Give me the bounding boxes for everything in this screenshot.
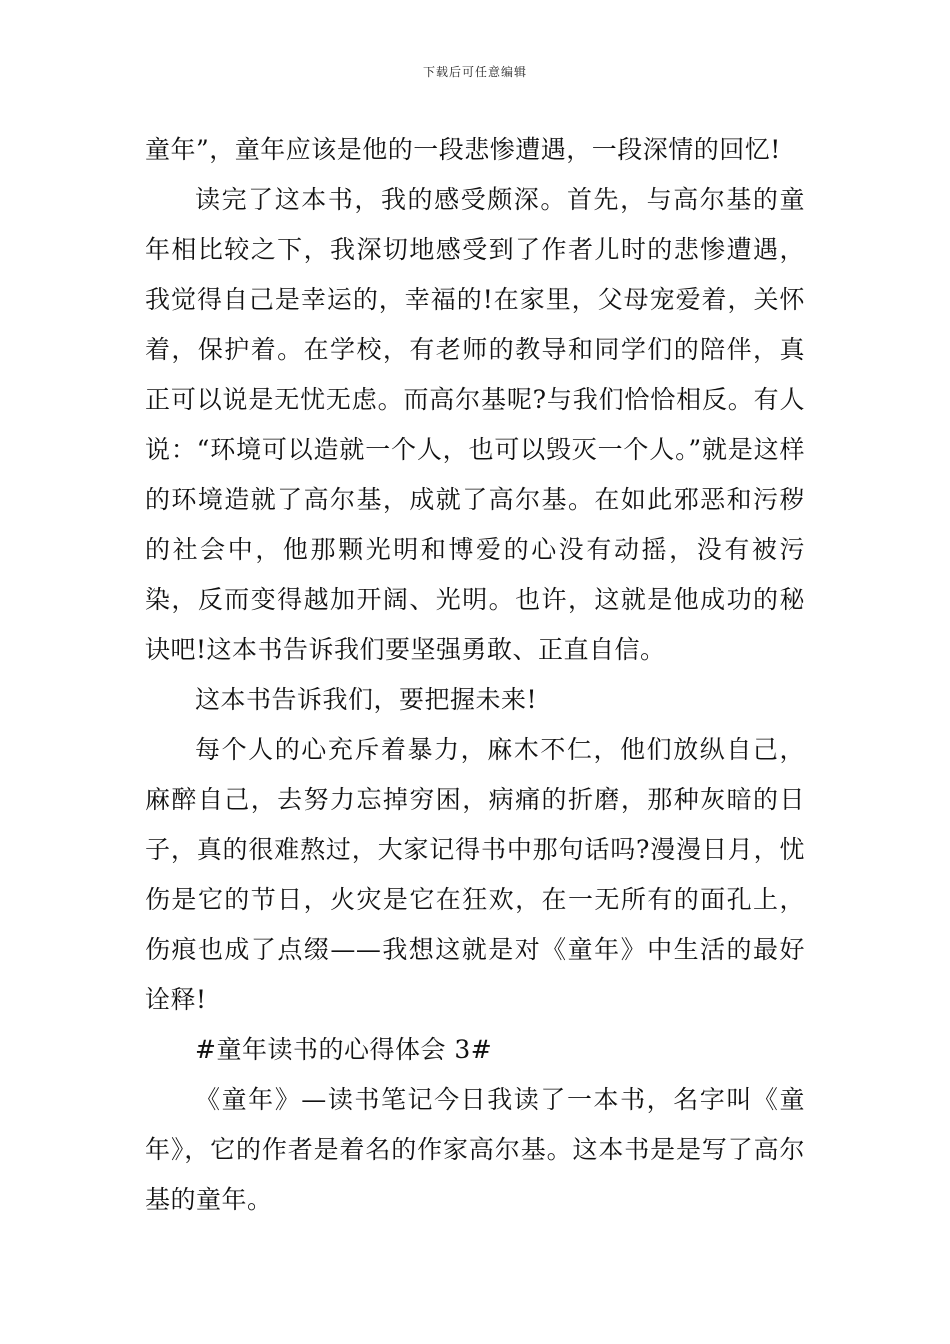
paragraph-3: 这本书告诉我们，要把握未来! xyxy=(195,685,538,714)
document-body xyxy=(145,125,805,1225)
section-heading: #童年读书的心得体会 3# xyxy=(195,1035,493,1064)
paragraph-5: 《童年》—读书笔记今日我读了一本书，名字叫《童年》，它的作者是着名的作家高尔基。这本书是是写了高尔基的童年。 xyxy=(145,1085,805,1214)
paragraph-4: 每个人的心充斥着暴力，麻木不仁，他们放纵自己，麻醉自己，去努力忘掉穷困，病痛的折磨，那种灰暗的日子，真的很难熬过，大家记得书中那句话吗?漫漫日月，忧伤是它的节日，火灾是它在狂欢，在一无所有的面孔上，伤痕也成了点缀——我想这就是对《童年》中生活的最好诠释! xyxy=(145,735,805,1014)
paragraph-2: 读完了这本书，我的感受颇深。首先，与高尔基的童年相比较之下，我深切地感受到了作者儿时的悲惨遭遇，我觉得自己是幸运的，幸福的!在家里，父母宠爱着，关怀着，保护着。在学校，有老师的教导和同学们的陪伴，真正可以说是无忧无虑。而高尔基呢?与我们恰恰相反。有人说：“环境可以造就一个人，也可以毁灭一个人。”就是这样的环境造就了高尔基，成就了高尔基。在如此邪恶和污秽的社会中，他那颗光明和博爱的心没有动摇，没有被污染，反而变得越加开阔、光明。也许，这就是他成功的秘诀吧!这本书告诉我们要坚强勇敢、正直自信。 xyxy=(145,185,805,664)
paragraph-1: 童年”，童年应该是他的一段悲惨遭遇，一段深情的回忆! xyxy=(145,135,781,164)
page-header-note: 下载后可任意编辑 xyxy=(422,65,527,79)
